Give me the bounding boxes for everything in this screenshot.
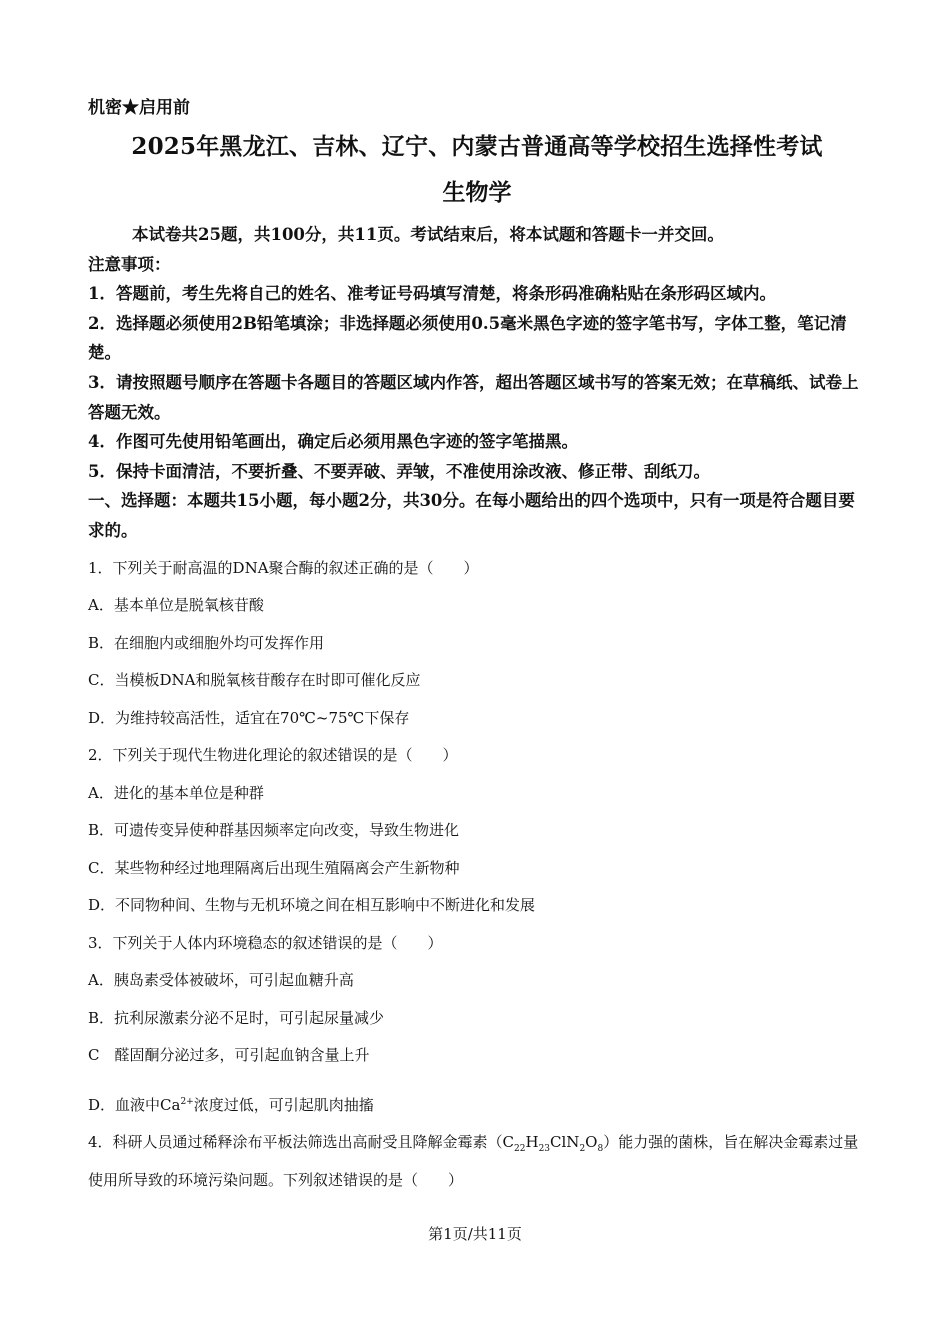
question-option: B．抗利尿激素分泌不足时，可引起尿量减少 [88, 1008, 385, 1027]
formula-subscript: 8 [597, 1144, 604, 1155]
notice-item: 4．作图可先使用铅笔画出，确定后必须用黑色字迹的签字笔描黑。 [88, 432, 578, 452]
question-stem [88, 1124, 866, 1199]
option-text: D．血液中Ca [88, 1095, 181, 1114]
exam-intro: 本试卷共25题，共100分，共11页。考试结束后，将本试题和答题卡一并交回。 [132, 225, 724, 244]
question-stem: 2．下列关于现代生物进化理论的叙述错误的是（ ） [88, 746, 458, 765]
question-option: B．可遗传变异使种群基因频率定向改变，导致生物进化 [88, 821, 460, 840]
question-option: A．基本单位是脱氧核苷酸 [88, 596, 264, 615]
section-heading: 一、选择题：本题共15小题，每小题2分，共30分。在每小题给出的四个选项中，只有一项是符合题目要求的。 [88, 491, 855, 540]
stem-text: 4．科研人员通过稀释涂布平板法筛选出高耐受且降解金霉素（C [88, 1133, 515, 1152]
notice-item: 3．请按照题号顺序在答题卡各题目的答题区域内作答，超出答题区域书写的答案无效；在草稿纸、试卷上答题无效。 [88, 372, 859, 422]
question-option: A．胰岛素受体被破坏，可引起血糖升高 [88, 971, 354, 990]
exam-subject: 生物学 [442, 179, 512, 206]
question-option: C．当模板DNA和脱氧核苷酸存在时即可催化反应 [88, 671, 421, 690]
notice-item: 5．保持卡面清洁，不要折叠、不要弄破、弄皱，不准使用涂改液、修正带、刮纸刀。 [88, 461, 710, 481]
question-option: D．不同物种间、生物与无机环境之间在相互影响中不断进化和发展 [88, 896, 536, 915]
charge-superscript: 2+ [180, 1096, 194, 1107]
question-stem: 3．下列关于人体内环境稳态的叙述错误的是（ ） [88, 933, 443, 952]
option-text: 浓度过低，可引起肌肉抽搐 [193, 1095, 374, 1114]
notice-item: 2．选择题必须使用2B铅笔填涂；非选择题必须使用0.5毫米黑色字迹的签字笔书写，字体工整，笔记清楚。 [88, 313, 847, 363]
formula-subscript: 23 [538, 1144, 551, 1155]
question-option: C．某些物种经过地理隔离后出现生殖隔离会产生新物种 [88, 858, 460, 877]
question-option: B．在细胞内或细胞外均可发挥作用 [88, 633, 325, 652]
exam-title: 2025年黑龙江、吉林、辽宁、内蒙古普通高等学校招生选择性考试 [131, 133, 823, 160]
exam-page [88, 96, 866, 1199]
formula-text: H [525, 1133, 539, 1152]
page-footer: 第1页/共11页 [428, 1225, 522, 1243]
formula-subscript: 2 [579, 1144, 586, 1155]
stem-text: ）能力强的菌株，旨在解决金霉素过量使用所导致的环境污染问题。下列叙述错误的是（ ） [88, 1133, 859, 1189]
notice-heading: 注意事项： [88, 254, 171, 274]
formula-text: ClN [550, 1133, 580, 1152]
question-stem: 1．下列关于耐高温的DNA聚合酶的叙述正确的是（ ） [88, 558, 479, 577]
confidential-label: 机密★启用前 [88, 98, 190, 118]
question-option: D．为维持较高活性，适宜在70℃~75℃下保存 [88, 708, 410, 727]
question-option [88, 1087, 866, 1125]
question-option: A．进化的基本单位是种群 [88, 783, 264, 802]
formula-text: O [585, 1133, 598, 1152]
formula-subscript: 22 [514, 1144, 526, 1155]
question-option: C 醛固酮分泌过多，可引起血钠含量上升 [88, 1046, 370, 1065]
notice-item: 1．答题前，考生先将自己的姓名、准考证号码填写清楚，将条形码准确粘贴在条形码区域内。 [88, 284, 776, 304]
